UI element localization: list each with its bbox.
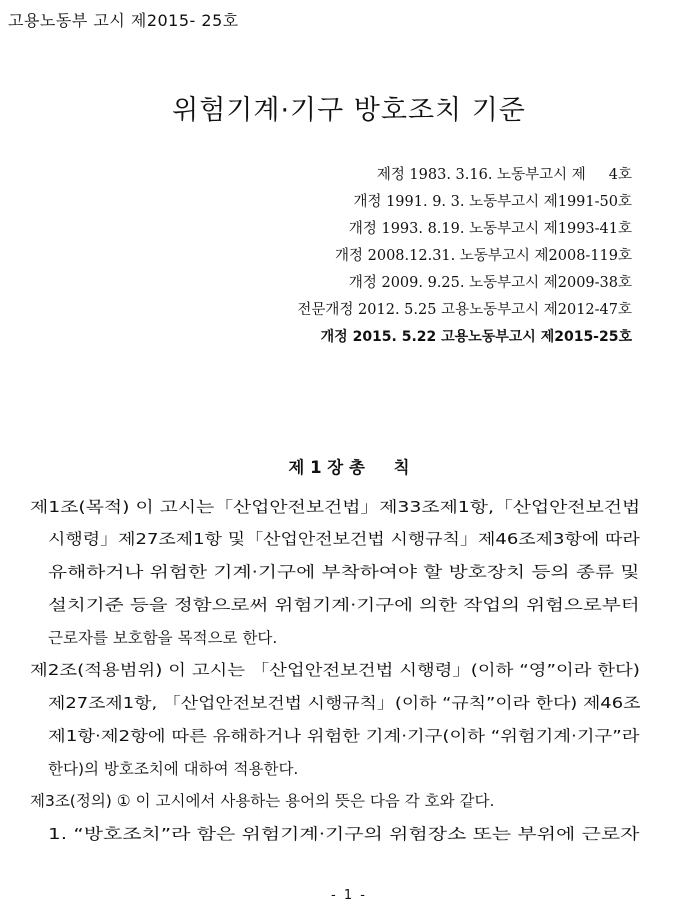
article-2-line: 제2조(적용범위) 이 고시는 「산업안전보건법 시행령」(이하 “영”이라 한다) — [30, 661, 640, 679]
history-line: 개정 1991. 9. 3. 노동부고시 제1991-50호 — [353, 194, 632, 210]
article-1-line: 근로자를 보호함을 목적으로 한다. — [48, 629, 278, 647]
history-line: 제정 1983. 3.16. 노동부고시 제 4호 — [376, 167, 632, 183]
page-number: - 1 - — [331, 888, 367, 903]
document-title: 위험기계·기구 방호조치 기준 — [172, 95, 526, 126]
history-line-latest: 개정 2015. 5.22 고용노동부고시 제2015-25호 — [320, 329, 632, 345]
article-2-line: 제1항·제2항에 따른 유해하거나 위험한 기계·기구(이하 “위험기계·기구”라 — [48, 727, 640, 745]
history-line: 개정 2008.12.31. 노동부고시 제2008-119호 — [335, 248, 632, 264]
history-line: 개정 1993. 8.19. 노동부고시 제1993-41호 — [348, 221, 632, 237]
amendment-history — [297, 162, 632, 351]
article-1-line: 설치기준 등을 정함으로써 위험기계·기구에 의한 작업의 위험으로부터 — [48, 596, 640, 614]
article-1-line: 시행령」제27조제1항 및「산업안전보건법 시행규칙」제46조제3항에 따라 — [48, 530, 640, 548]
article-2-line: 한다)의 방호조치에 대하여 적용한다. — [48, 760, 299, 778]
article-1-line: 유해하거나 위험한 기계·기구에 부착하여야 할 방호장치 등의 종류 및 — [48, 563, 640, 581]
history-line: 전문개정 2012. 5.25 고용노동부고시 제2012-47호 — [297, 302, 632, 318]
article-3-item-line: 1. “방호조치”라 함은 위험기계·기구의 위험장소 또는 부위에 근로자 — [48, 825, 640, 843]
history-line: 개정 2009. 9.25. 노동부고시 제2009-38호 — [348, 275, 632, 291]
notice-number: 고용노동부 고시 제2015- 25호 — [8, 11, 239, 30]
article-2-line: 제27조제1항, 「산업안전보건법 시행규칙」(이하 “규칙”이라 한다) 제46조 — [48, 694, 641, 712]
article-1-line: 제1조(목적) 이 고시는「산업안전보건법」제33조제1항,「산업안전보건법 — [30, 498, 641, 516]
chapter-heading: 제 1 장 총 칙 — [288, 458, 410, 477]
article-3-line: 제3조(정의) ① 이 고시에서 사용하는 용어의 뜻은 다음 각 호와 같다. — [30, 792, 495, 810]
